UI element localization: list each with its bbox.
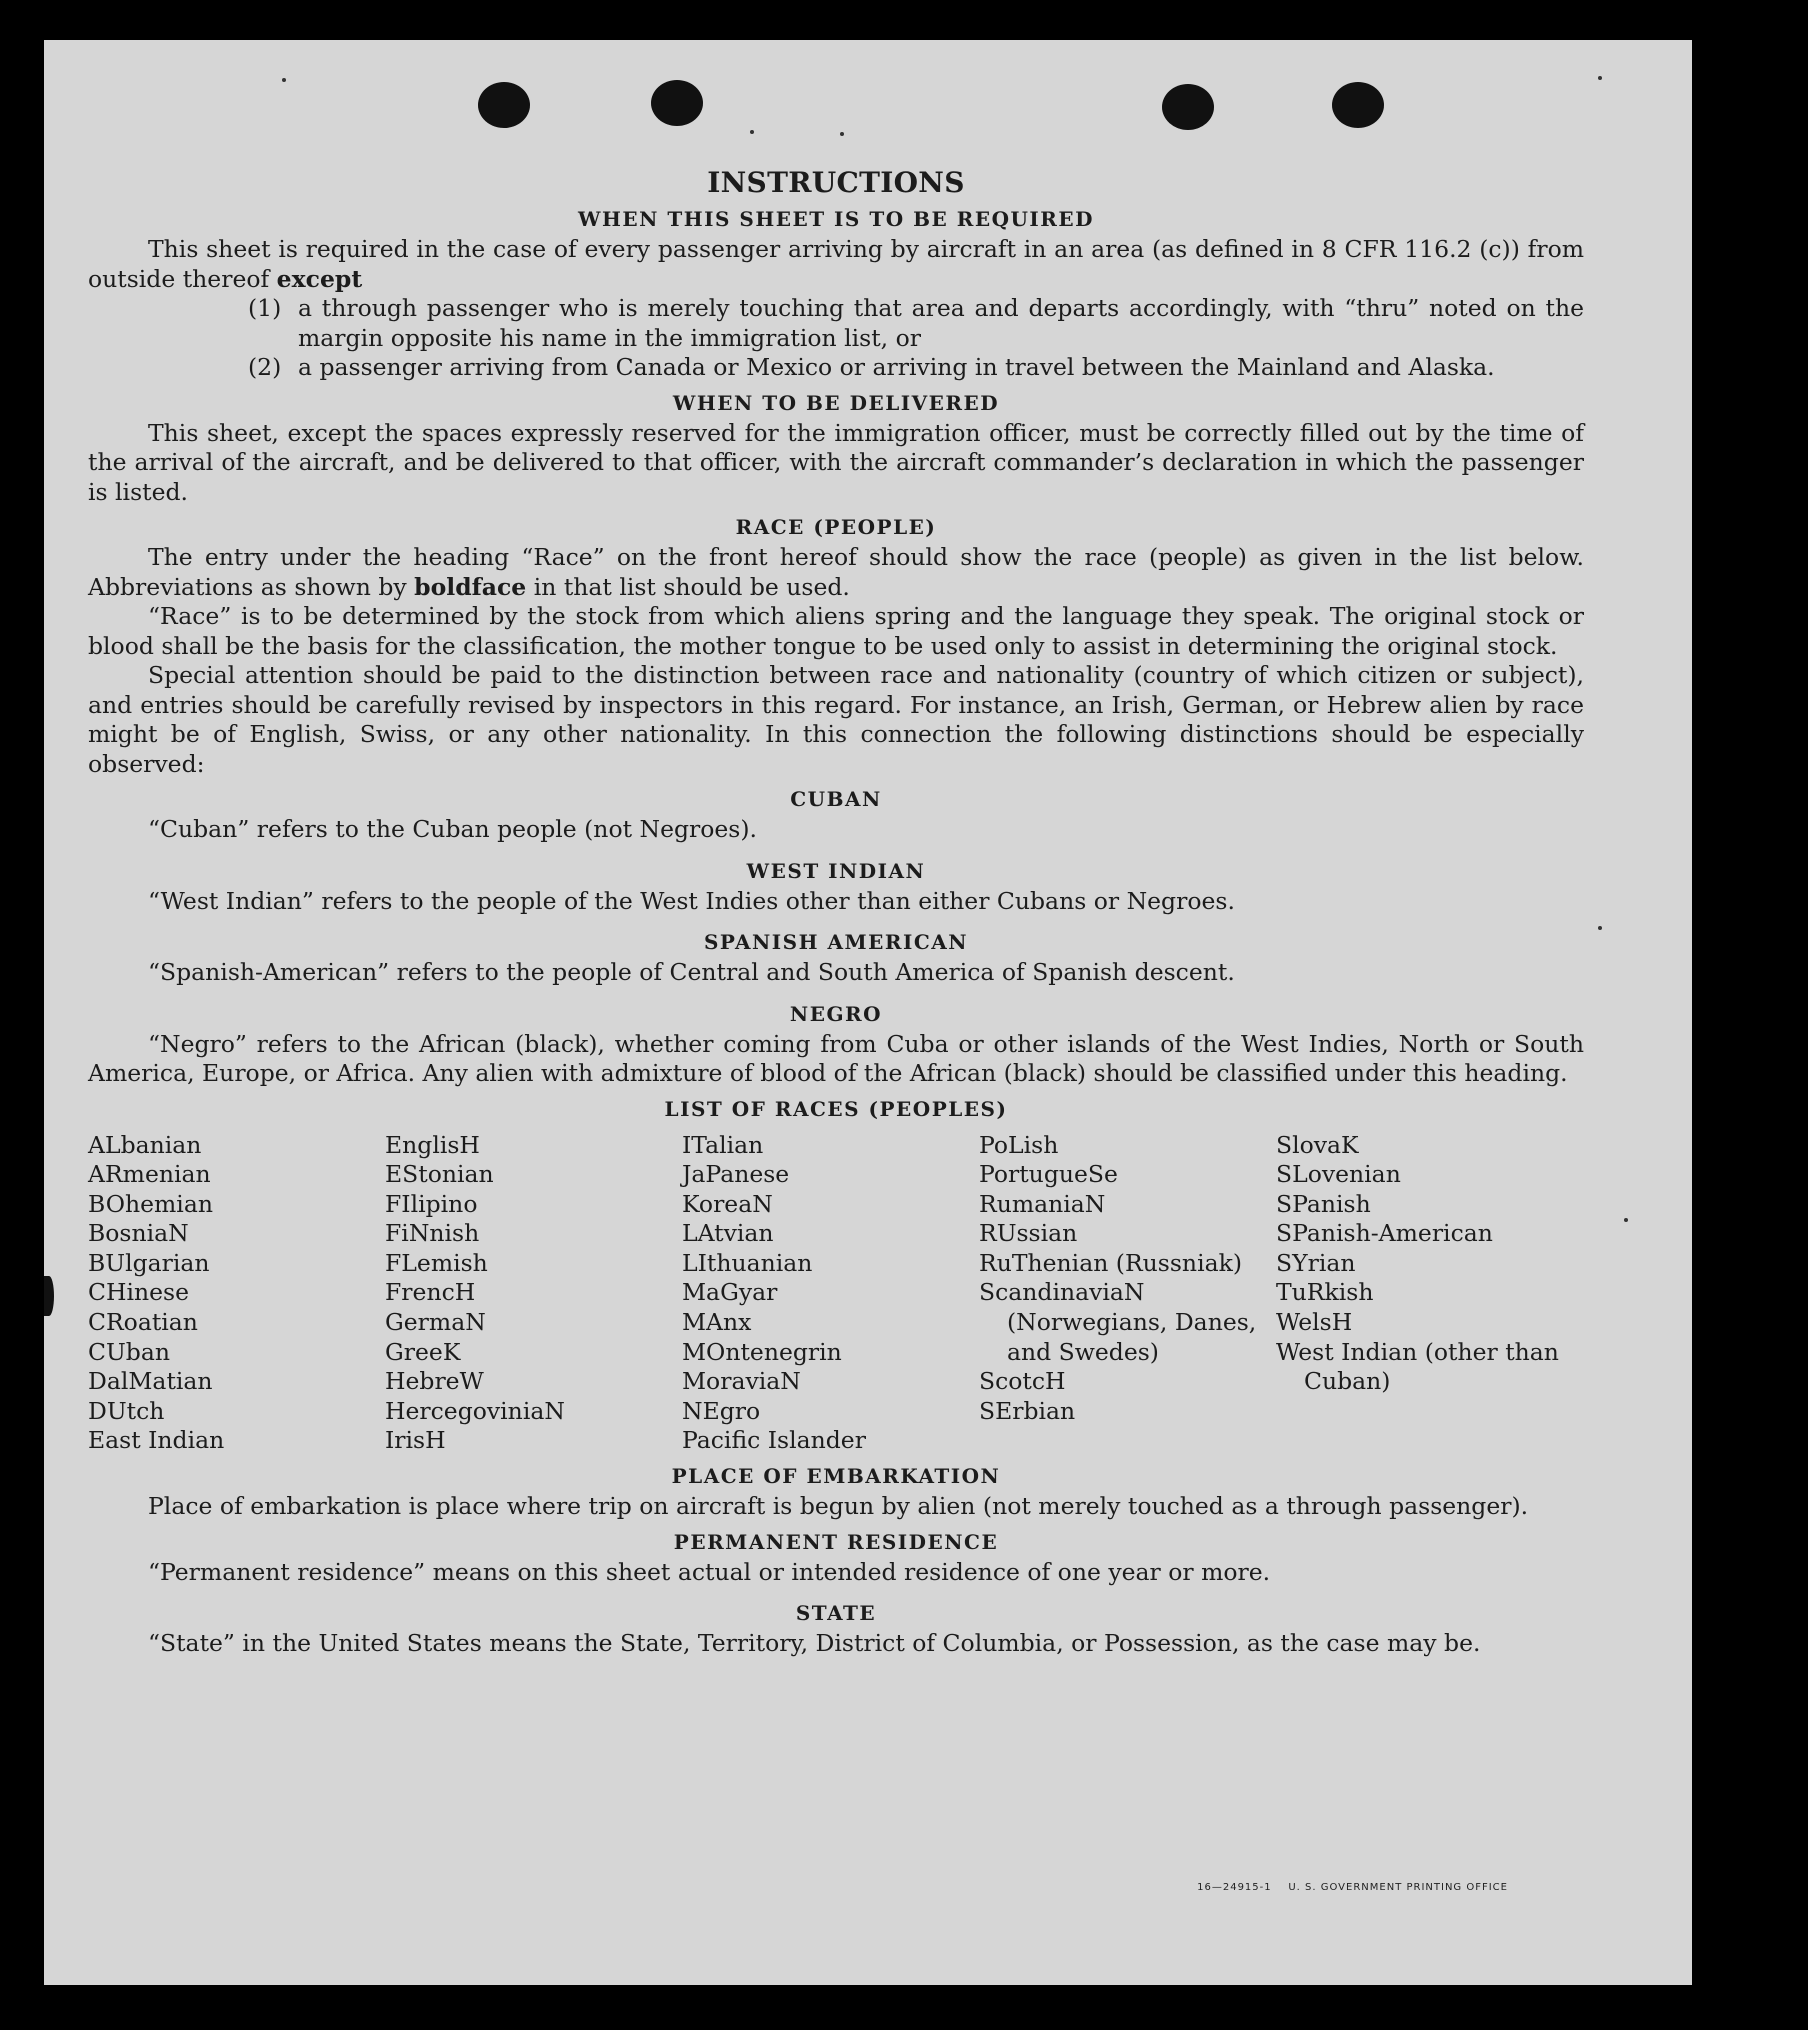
race-entry: MOntenegrin [682, 1337, 842, 1366]
document-page [44, 40, 1692, 1985]
dust-speck [1598, 926, 1602, 930]
race-entry: MoraviaN [682, 1367, 801, 1396]
cuban-paragraph: “Cuban” refers to the Cuban people (not Negroes). [148, 815, 758, 843]
race-entry: CHinese [88, 1278, 189, 1307]
race-entry: PoLish [979, 1130, 1059, 1159]
instructions-body [88, 166, 1584, 1659]
race-entry: SPanish-American [1276, 1219, 1493, 1248]
punch-hole [1332, 82, 1384, 128]
footer-printer-mark [1197, 1882, 1508, 1893]
race-entry: HercegoviniaN [385, 1396, 565, 1425]
race-entry: PortugueSe [979, 1160, 1118, 1189]
section-heading-race: RACE (PEOPLE) [735, 515, 937, 539]
race-entry: JaPanese [682, 1160, 790, 1189]
race-entry: SPanish [1276, 1189, 1371, 1218]
races-column [682, 1131, 979, 1457]
section-heading-delivered: WHEN TO BE DELIVERED [672, 390, 1000, 415]
race-entry: FLemish [385, 1248, 488, 1277]
race-entry: BOhemian [88, 1189, 213, 1218]
delivered-paragraph: This sheet, except the spaces expressly reserved for the immigration officer, must be correctly filled out by the time of the arrival of the aircraft, and be delivered to that officer, with the aircraft commander’s declaration in which the passenger is listed. [88, 418, 1584, 506]
dust-speck [840, 132, 844, 136]
race-entry: WelsH [1276, 1308, 1353, 1337]
race-entry: ITalian [682, 1130, 764, 1159]
section-heading-spanish-american: SPANISH AMERICAN [703, 930, 969, 954]
section-heading-west-indian: WEST INDIAN [746, 858, 926, 883]
race-entry: EnglisH [385, 1130, 480, 1159]
races-column [979, 1131, 1276, 1457]
dust-speck [750, 130, 754, 134]
except-bold: except [276, 264, 363, 293]
race-entry: RUssian [979, 1219, 1078, 1248]
races-list [88, 1131, 1584, 1457]
race-entry: TuRkish [1276, 1278, 1374, 1307]
punch-hole [478, 82, 530, 128]
race-entry: SLovenian [1276, 1160, 1401, 1189]
negro-paragraph: “Negro” refers to the African (black), whether coming from Cuba or other islands of the West Indies, North or South America, Europe, or Africa. Any alien with admixture of blood of the African (black) should be classified under this heading. [88, 1029, 1584, 1087]
edge-mark [44, 1276, 54, 1316]
state-paragraph: “State” in the United States means the State, Territory, District of Columbia, or Possession, as the case may be. [148, 1629, 1481, 1658]
section-heading-residence: PERMANENT RESIDENCE [673, 1529, 999, 1554]
race-entry: HebreW [385, 1367, 484, 1396]
required-intro: This sheet is required in the case of every passenger arriving by aircraft in an area (as defined in 8 CFR 116.2 (c)) from outside thereof except [88, 235, 1584, 293]
spanish-american-paragraph: “Spanish-American” refers to the people of Central and South America of Spanish descent. [148, 958, 1235, 986]
race-paragraph-2: “Race” is to be determined by the stock from which aliens spring and the language they speak. The original stock or blood shall be the basis for the classification, the mother tongue to be used only to assist in determining the original stock. [88, 602, 1584, 660]
race-entry: SErbian [979, 1396, 1076, 1425]
race-entry: RumaniaN [979, 1189, 1106, 1218]
printer-name: U. S. GOVERNMENT PRINTING OFFICE [1288, 1882, 1508, 1893]
section-heading-state: STATE [795, 1601, 877, 1626]
race-entry: DUtch [88, 1396, 165, 1425]
race-paragraph-3: Special attention should be paid to the distinction between race and nationality (country of which citizen or subject), and entries should be carefully revised by inspectors in this regard. For instance, an Irish, German, or Hebrew alien by race might be of English, Swiss, or any other nationality. In this connection the following distinctions should be especially observed: [88, 661, 1584, 778]
race-entry: ScotcH [979, 1367, 1066, 1396]
dust-speck [1624, 1218, 1628, 1222]
race-entry: LAtvian [682, 1219, 774, 1248]
dust-speck [282, 78, 286, 82]
race-entry: BUlgarian [88, 1248, 210, 1277]
race-entry: GermaN [385, 1308, 486, 1337]
punch-hole [651, 80, 703, 126]
race-entry: MAnx [682, 1308, 752, 1337]
race-entry: SlovaK [1276, 1130, 1359, 1159]
races-list-heading: LIST OF RACES (PEOPLES) [664, 1096, 1008, 1121]
race-entry: Pacific Islander [682, 1426, 866, 1455]
section-heading-required: WHEN THIS SHEET IS TO BE REQUIRED [578, 207, 1094, 231]
race-entry: CUban [88, 1337, 170, 1366]
race-entry: RuThenian (Russniak) [979, 1248, 1242, 1277]
dust-speck [1598, 76, 1602, 80]
residence-paragraph: “Permanent residence” means on this sheet actual or intended residence of one year or more. [148, 1557, 1271, 1586]
race-entry: ScandinaviaN (Norwegians, Danes, and Swedes) [979, 1278, 1257, 1366]
races-column [88, 1131, 385, 1457]
race-entry: NEgro [682, 1396, 761, 1425]
race-entry: ALbanian [88, 1130, 202, 1159]
race-entry: ARmenian [88, 1160, 211, 1189]
race-entry: IrisH [385, 1426, 446, 1455]
race-entry: GreeK [385, 1337, 461, 1366]
list-item: (2) a passenger arriving from Canada or Mexico or arriving in travel between the Mainland and Alaska. [248, 353, 1495, 381]
race-entry: DalMatian [88, 1367, 213, 1396]
section-heading-cuban: CUBAN [790, 787, 882, 811]
embarkation-paragraph: Place of embarkation is place where trip on aircraft is begun by alien (not merely touched as a through passenger). [148, 1492, 1529, 1521]
race-entry: CRoatian [88, 1308, 198, 1337]
boldface-word: boldface [414, 572, 527, 601]
west-indian-paragraph: “West Indian” refers to the people of the West Indies other than either Cubans or Negroes. [148, 886, 1235, 915]
race-entry: LIthuanian [682, 1248, 813, 1277]
race-entry: East Indian [88, 1426, 225, 1455]
race-entry: FiNnish [385, 1219, 480, 1248]
races-column [385, 1131, 682, 1457]
race-entry: FIlipino [385, 1189, 478, 1218]
section-heading-embarkation: PLACE OF EMBARKATION [671, 1464, 1001, 1489]
race-paragraph-1: The entry under the heading “Race” on the front hereof should show the race (people) as given in the list below. Abbreviations as shown by boldface in that list should be used. [88, 543, 1584, 601]
race-entry: West Indian (other than Cuban) [1276, 1337, 1559, 1396]
race-entry: BosniaN [88, 1219, 189, 1248]
section-heading-negro: NEGRO [789, 1001, 883, 1026]
race-entry: FrencH [385, 1278, 476, 1307]
list-item: (1) a through passenger who is merely touching that area and departs accordingly, with “thru” noted on the margin opposite his name in the immigration list, or [248, 294, 1584, 352]
punch-hole [1162, 84, 1214, 130]
race-entry: KoreaN [682, 1189, 773, 1218]
race-entry: MaGyar [682, 1278, 778, 1307]
form-code: 16—24915-1 [1197, 1882, 1272, 1893]
race-entry: EStonian [385, 1160, 494, 1189]
race-entry: SYrian [1276, 1248, 1356, 1277]
page-title: INSTRUCTIONS [707, 166, 965, 199]
races-column [1276, 1131, 1573, 1457]
